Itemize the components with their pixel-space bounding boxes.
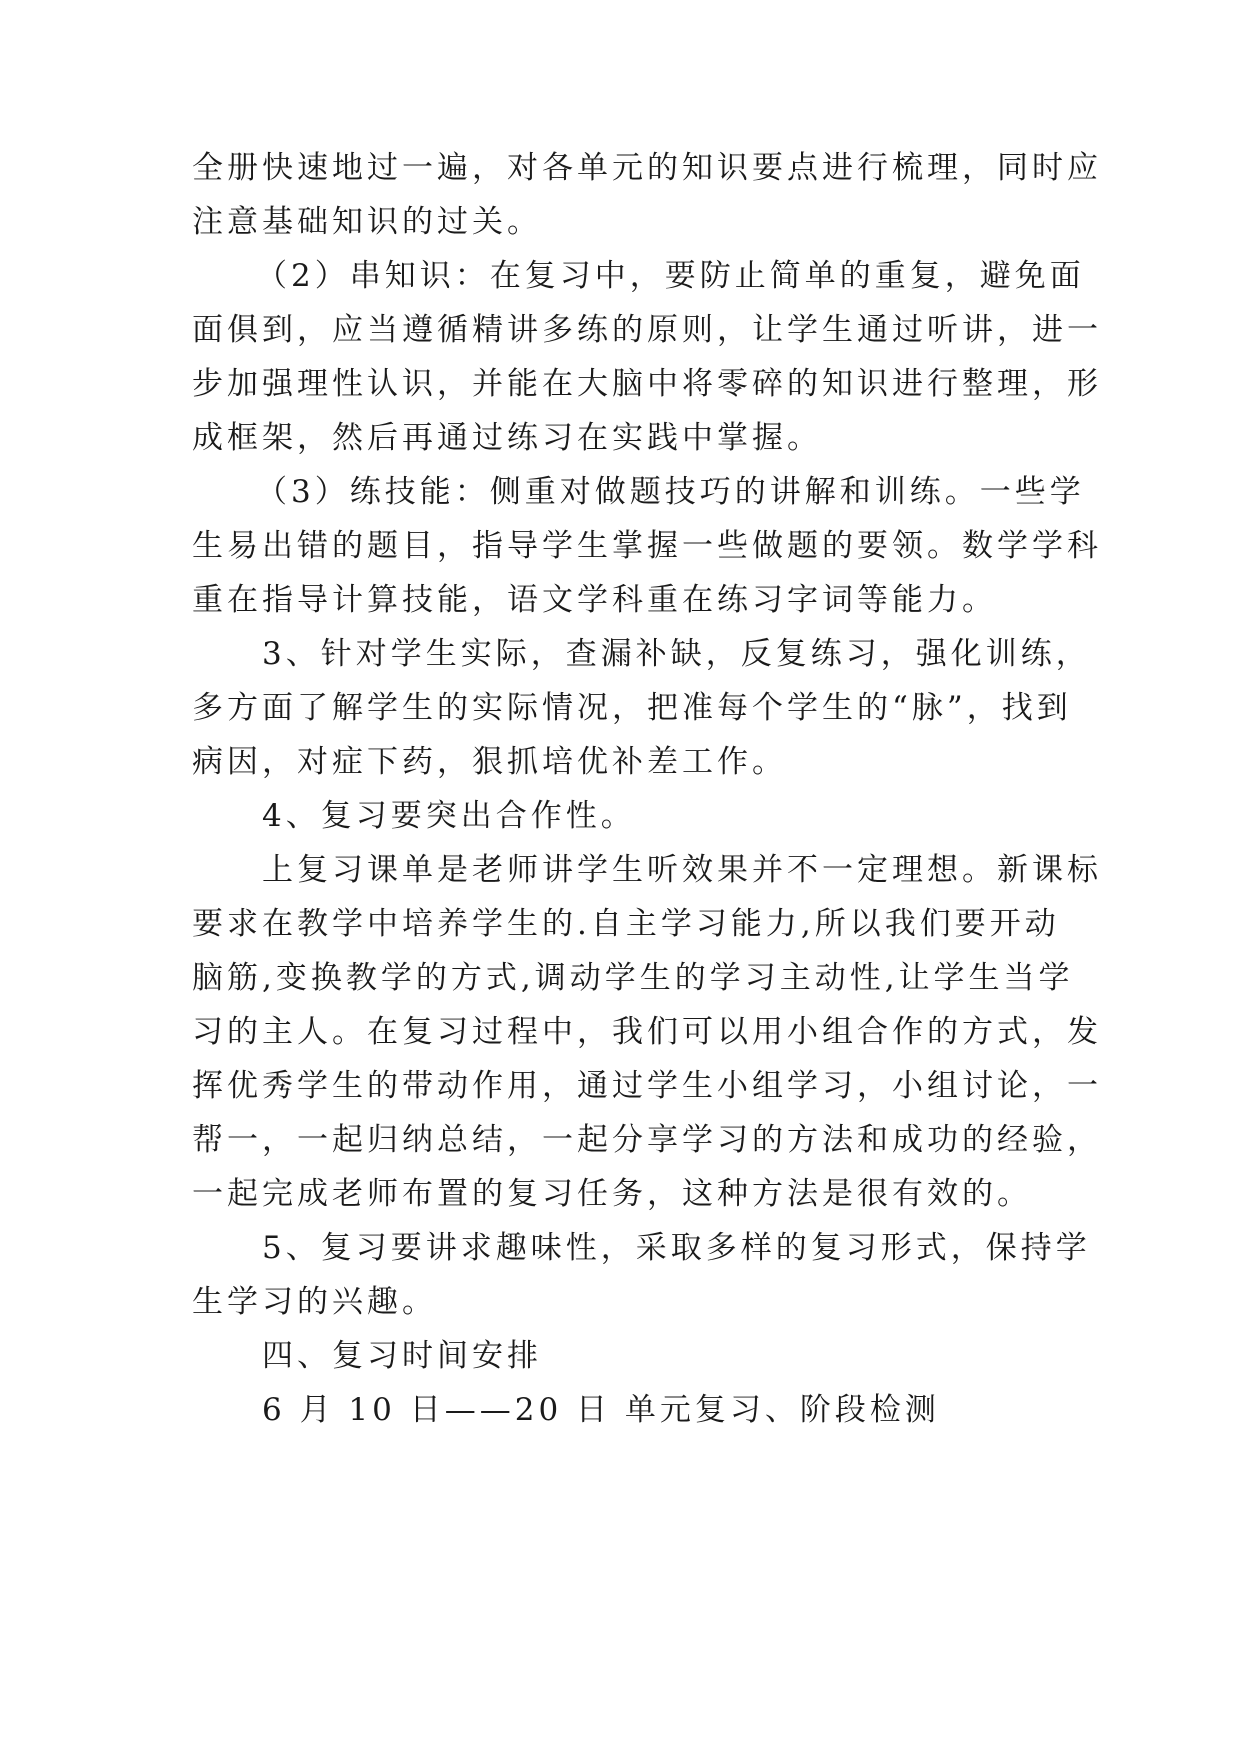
text-line: 3、针对学生实际，查漏补缺，反复练习，强化训练， bbox=[262, 636, 1091, 672]
text-line: 习的主人。在复习过程中，我们可以用小组合作的方式，发 bbox=[192, 1014, 1102, 1050]
text-line: 面俱到，应当遵循精讲多练的原则，让学生通过听讲，进一 bbox=[192, 312, 1102, 348]
text-line: 上复习课单是老师讲学生听效果并不一定理想。新课标 bbox=[262, 852, 1102, 888]
text-line: 注意基础知识的过关。 bbox=[192, 204, 542, 240]
text-line: 重在指导计算技能，语文学科重在练习字词等能力。 bbox=[192, 582, 997, 618]
text-line: 挥优秀学生的带动作用，通过学生小组学习，小组讨论，一 bbox=[192, 1068, 1102, 1104]
text-line: 成框架，然后再通过练习在实践中掌握。 bbox=[192, 420, 822, 456]
text-line: 全册快速地过一遍，对各单元的知识要点进行梳理，同时应 bbox=[192, 150, 1102, 186]
text-line: 生学习的兴趣。 bbox=[192, 1284, 437, 1320]
text-line: 帮一，一起归纳总结，一起分享学习的方法和成功的经验， bbox=[192, 1122, 1102, 1158]
text-line: 5、复习要讲求趣味性，采取多样的复习形式，保持学 bbox=[262, 1230, 1091, 1266]
schedule-line: 6 月 10 日——20 日 单元复习、阶段检测 bbox=[262, 1392, 940, 1428]
text-line: （2）串知识：在复习中，要防止简单的重复，避免面 bbox=[256, 258, 1085, 294]
text-line: 生易出错的题目，指导学生掌握一些做题的要领。数学学科 bbox=[192, 528, 1102, 564]
text-line: 要求在教学中培养学生的.自主学习能力,所以我们要开动 bbox=[192, 906, 1060, 942]
text-line: 4、复习要突出合作性。 bbox=[262, 798, 636, 834]
text-line: 步加强理性认识，并能在大脑中将零碎的知识进行整理，形 bbox=[192, 366, 1102, 402]
text-line: 病因，对症下药，狠抓培优补差工作。 bbox=[192, 744, 787, 780]
section-heading: 四、复习时间安排 bbox=[262, 1338, 542, 1374]
text-line: 多方面了解学生的实际情况，把准每个学生的“脉”，找到 bbox=[192, 690, 1072, 726]
text-line: 一起完成老师布置的复习任务，这种方法是很有效的。 bbox=[192, 1176, 1032, 1212]
text-line: （3）练技能：侧重对做题技巧的讲解和训练。一些学 bbox=[256, 474, 1085, 510]
text-line: 脑筋,变换教学的方式,调动学生的学习主动性,让学生当学 bbox=[192, 960, 1074, 996]
